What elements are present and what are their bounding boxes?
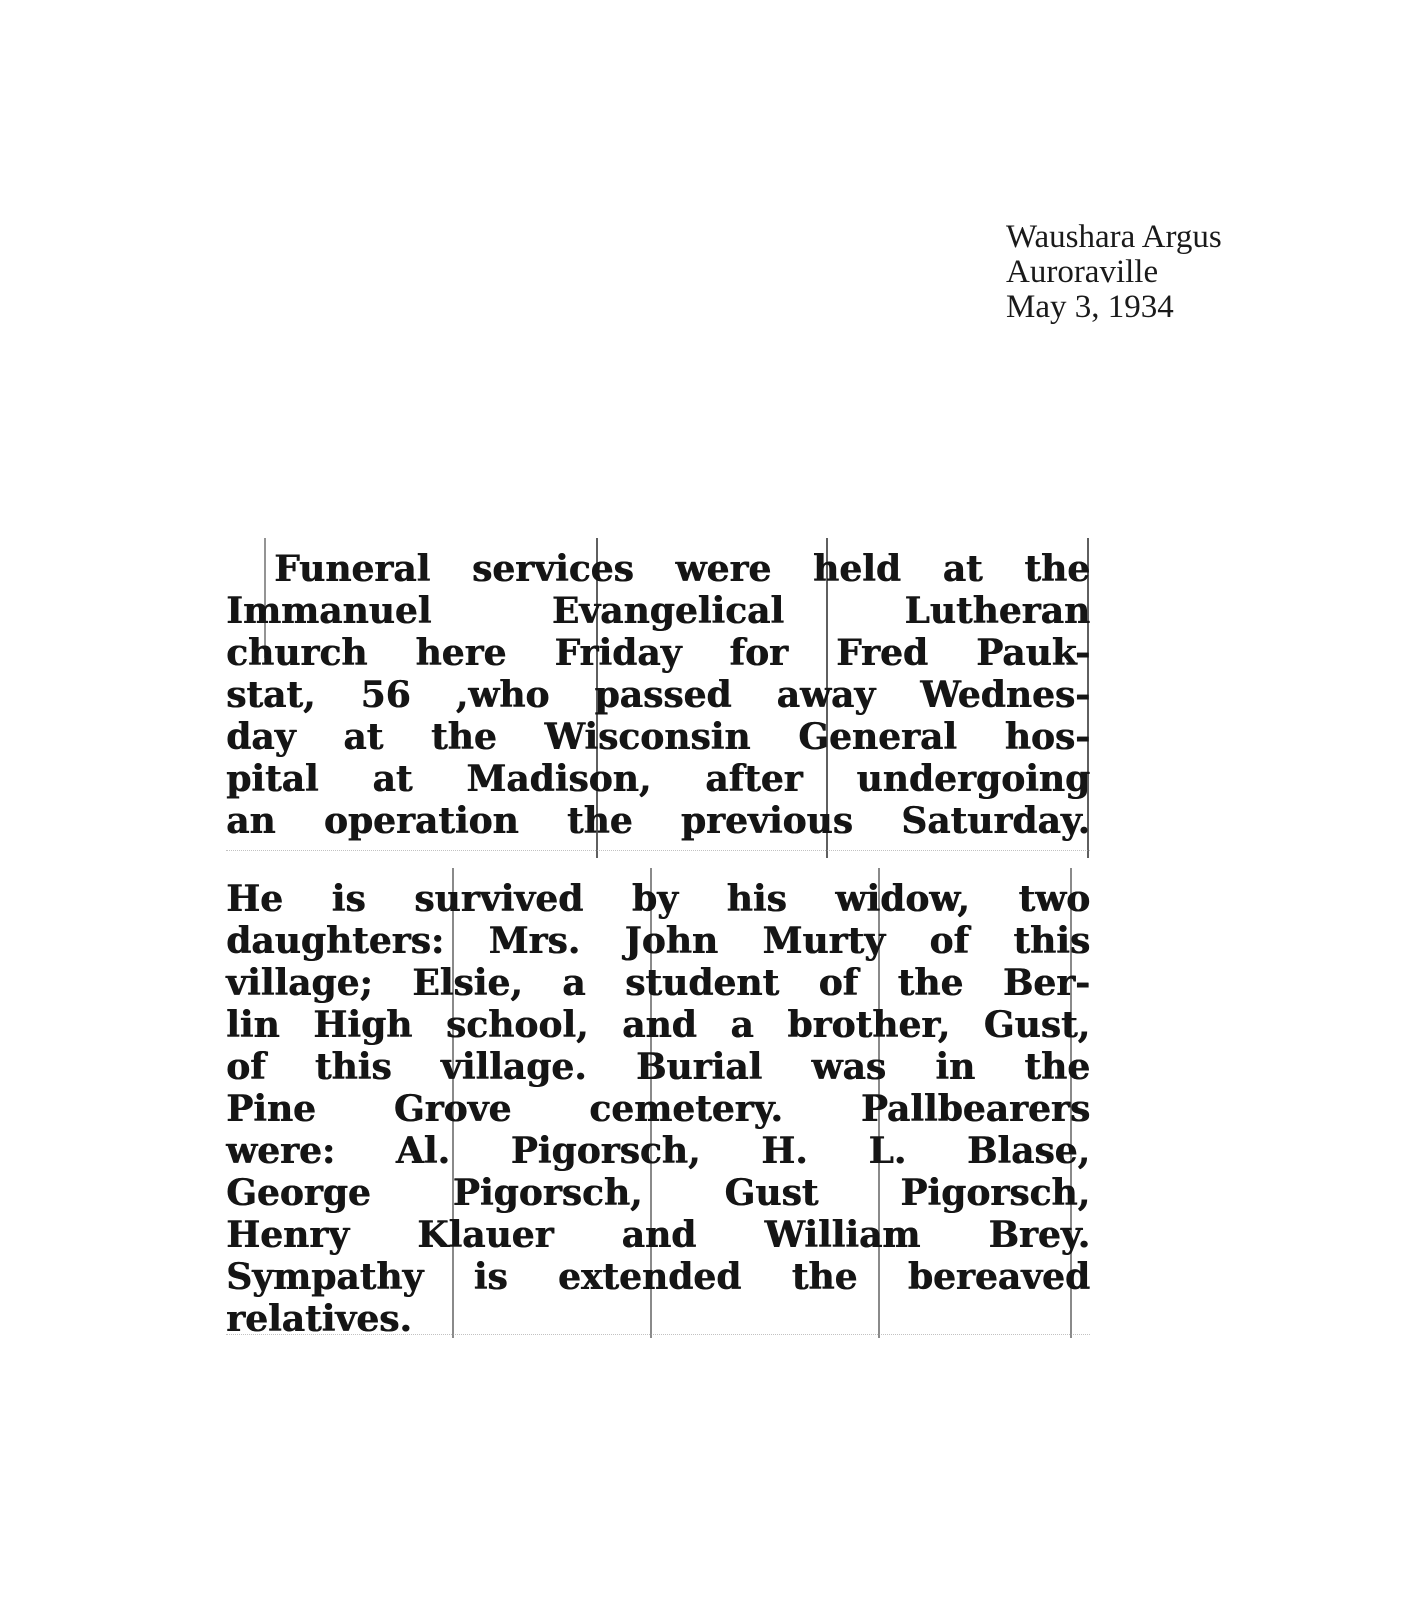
scan-noise	[226, 850, 1090, 852]
text-line: lin High school, and a brother, Gust,	[226, 1004, 1090, 1046]
text-line: were: Al. Pigorsch, H. L. Blase,	[226, 1130, 1090, 1172]
obituary-paragraph-1	[226, 548, 1090, 842]
text-line: of this village. Burial was in the	[226, 1046, 1090, 1088]
text-line: Henry Klauer and William Brey.	[226, 1214, 1090, 1256]
newspaper-clipping	[226, 538, 1090, 1346]
text-line: pital at Madison, after undergoing	[226, 758, 1090, 800]
text-line: Pine Grove cemetery. Pallbearers	[226, 1088, 1090, 1130]
text-line: an operation the previous Saturday.	[226, 800, 1090, 842]
newspaper-name: Waushara Argus	[1006, 219, 1222, 255]
text-line: stat, 56 ,who passed away Wednes-	[226, 674, 1090, 716]
text-line: Sympathy is extended the bereaved	[226, 1256, 1090, 1298]
text-line: Immanuel Evangelical Lutheran	[226, 590, 1090, 632]
publication-date: May 3, 1934	[1006, 289, 1174, 325]
obituary-paragraph-2	[226, 878, 1090, 1340]
location-name: Auroraville	[1006, 254, 1159, 290]
text-line: relatives.	[226, 1298, 412, 1340]
text-line: village; Elsie, a student of the Ber-	[226, 962, 1090, 1004]
source-citation	[1006, 220, 1222, 325]
text-line: church here Friday for Fred Pauk-	[226, 632, 1090, 674]
text-line: George Pigorsch, Gust Pigorsch,	[226, 1172, 1090, 1214]
text-line: He is survived by his widow, two	[226, 878, 1090, 920]
text-line: daughters: Mrs. John Murty of this	[226, 920, 1090, 962]
text-line: Funeral services were held at the	[274, 548, 1090, 590]
text-line: day at the Wisconsin General hos-	[226, 716, 1090, 758]
